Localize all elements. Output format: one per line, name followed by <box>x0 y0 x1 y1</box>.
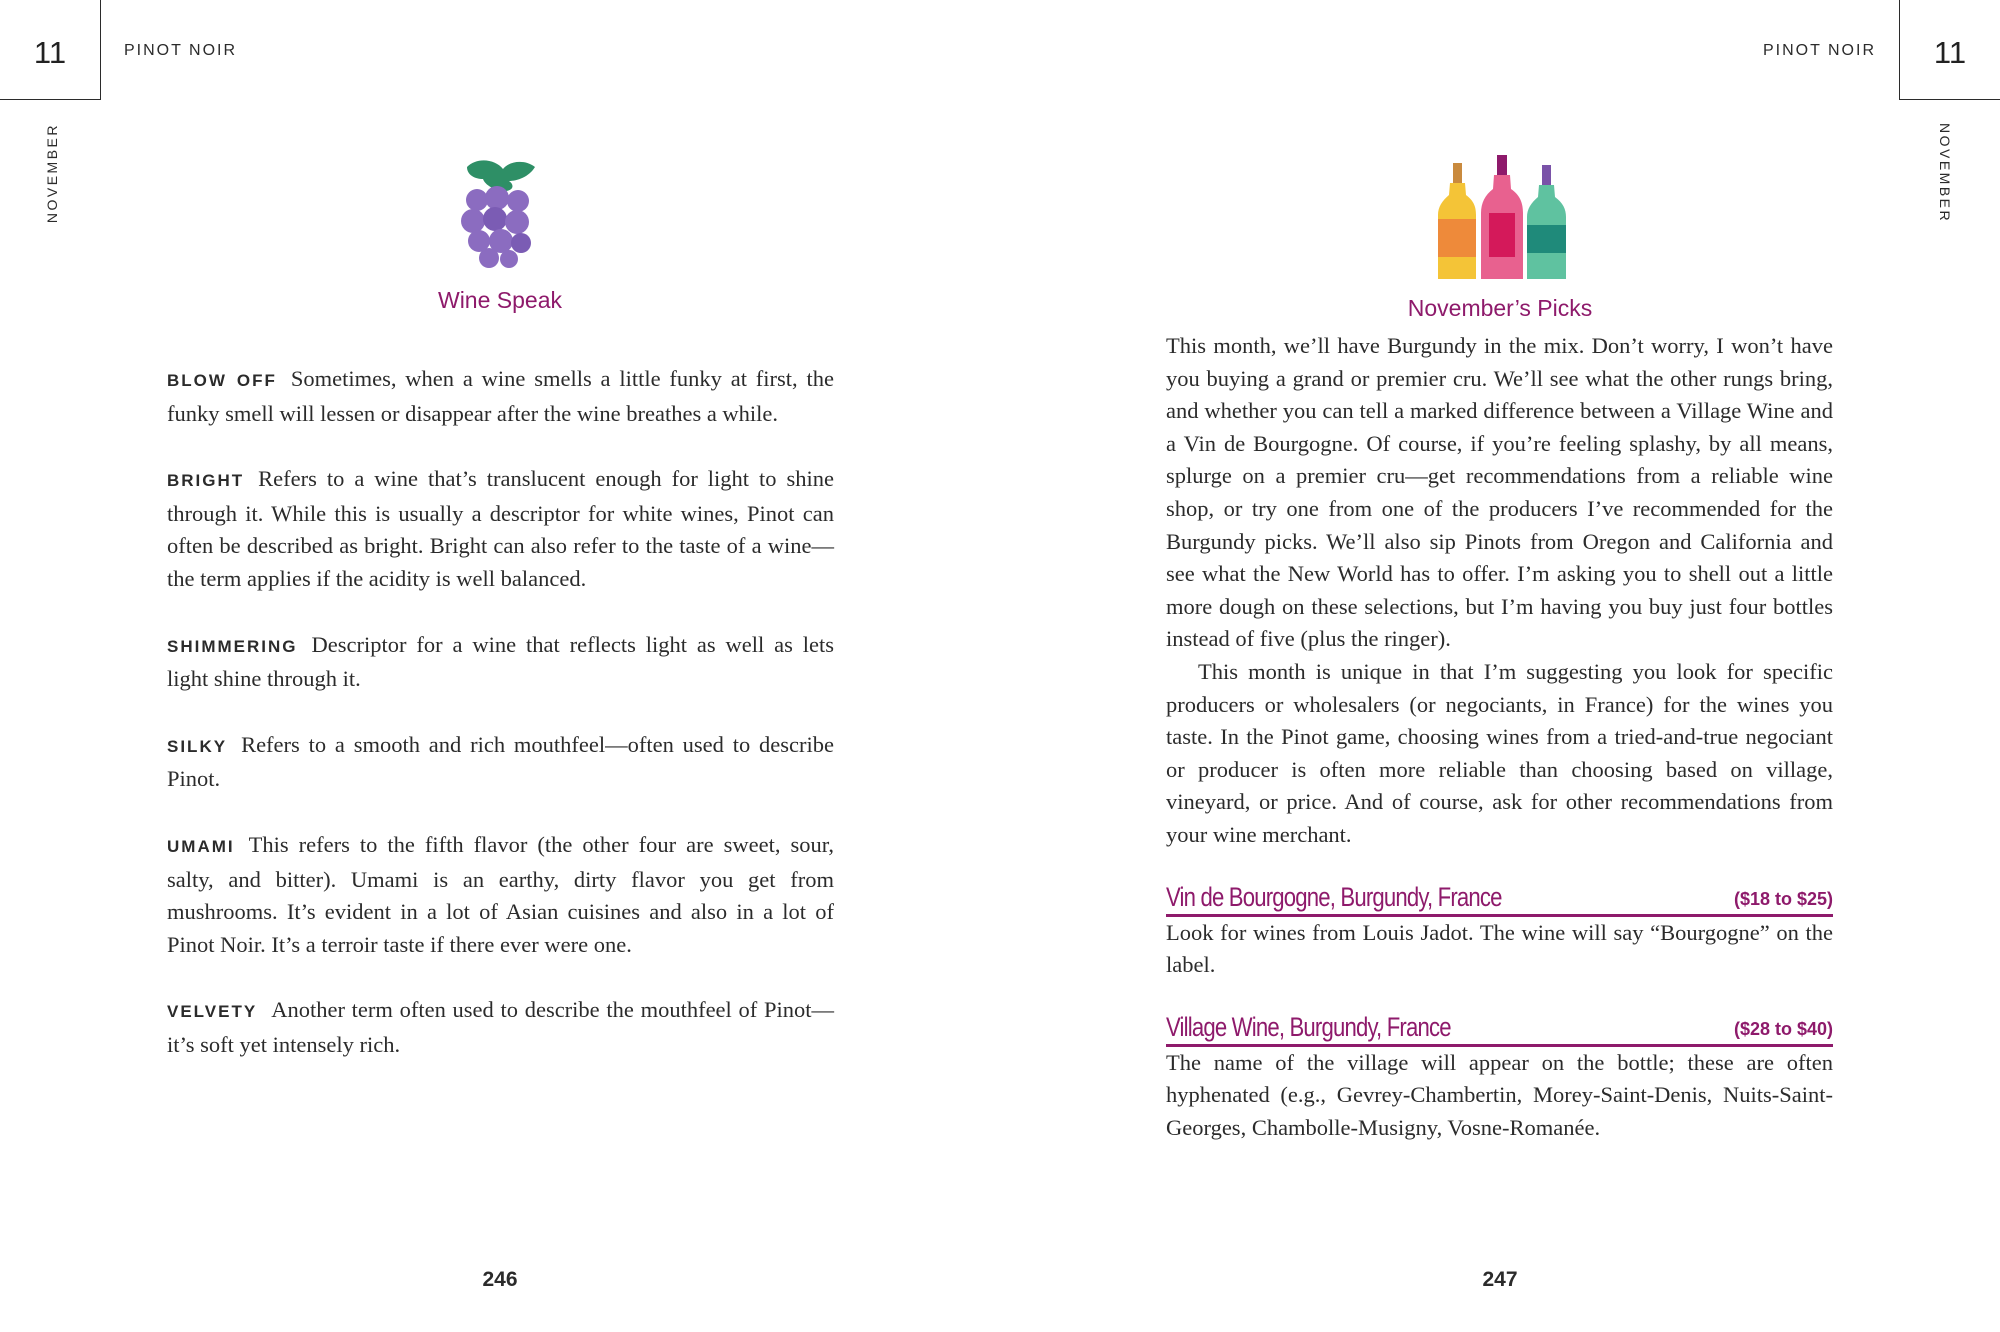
intro-paragraph: This month is unique in that I’m suggesting you look for specific producers or wholesalers (or negociants, in France) for the wines you taste. In the Pinot game, choosing wines from a tried-and-true negociant or producer is often more reliable than choosing based on village, vineyard, or price. And of course, ask for other recommendations from your wine merchant. <box>1166 658 1833 847</box>
glossary-entry <box>167 363 834 430</box>
glossary-term: UMAMI <box>167 836 235 856</box>
running-head-left: PINOT NOIR <box>124 42 238 59</box>
glossary-definition: Descriptor for a wine that reflects light as well as lets light shine through it. <box>167 631 834 692</box>
wine-bottles-icon <box>1434 155 1570 283</box>
section-title-wine-speak: Wine Speak <box>437 287 562 313</box>
glossary-definition: Refers to a wine that’s translucent enough for light to shine through it. While this is usually a descriptor for white wines, Pinot can often be described as bright. Bright can also refer to the taste of a wine—the term applies if the acidity is well balanced. <box>167 466 834 591</box>
side-tab-right: NOVEMBER <box>1937 123 1953 224</box>
glossary-entry <box>167 829 834 961</box>
glossary-term: BRIGHT <box>167 471 245 491</box>
glossary-entry <box>167 994 834 1061</box>
glossary-definition: Another term often used to describe the mouthfeel of Pinot—it’s soft yet intensely rich. <box>167 997 834 1057</box>
glossary-definition: This refers to the fifth flavor (the other four are sweet, sour, salty, and bitter). Umami is an earthy, dirty flavor you get from mushrooms. It’s evident in a lot of Asian cuisines and also in a lot of Pinot Noir. It’s a terroir taste if there ever were one. <box>167 831 834 957</box>
page-number-right: 247 <box>1482 1268 1518 1291</box>
glossary-term: BLOW OFF <box>167 371 277 390</box>
pick-description: The name of the village will appear on the bottle; these are often hyphenated (e.g., Gevrey-Chambertin, Morey-Saint-Denis, Nuits-Saint-Georges, Chambolle-Musigny, Vosne-Romanée. <box>1166 1049 1833 1140</box>
grapes-icon <box>455 155 545 273</box>
pick-heading <box>1166 1012 1833 1047</box>
intro-paragraph: This month, we’ll have Burgundy in the mix. Don’t worry, I won’t have you buying a grand or premier cru. We’ll see what the other rungs bring, and whether you can tell a marked difference between a Village Wine and a Vin de Bourgogne. Of course, if you’re feeling splashy, by all means, splurge on a premier cru—get recommendations from a reliable wine shop, or try one from one of the producers I’ve recommended for the Burgundy picks. We’ll also sip Pinots from Oregon and California and see what the New World has to offer. I’m asking you to shell out a little more dough on these selections, but I’m having you buy just four bottles instead of five (plus the ringer). <box>1166 333 1833 652</box>
side-tab-left: NOVEMBER <box>44 123 60 224</box>
section-title-novembers-picks: November’s Picks <box>1407 295 1593 321</box>
chapter-number-box-left <box>0 0 101 100</box>
pick-description: Look for wines from Louis Jadot. The wine will say “Bourgogne” on the label. <box>1166 919 1833 978</box>
glossary-entry <box>167 729 834 796</box>
glossary-term: SHIMMERING <box>167 636 298 656</box>
running-head-right: PINOT NOIR <box>1762 42 1876 59</box>
glossary-definition: Refers to a smooth and rich mouthfeel—often used to describe Pinot. <box>167 731 834 792</box>
november-picks <box>1166 330 1833 1144</box>
glossary <box>167 363 834 1095</box>
page-number-left: 246 <box>482 1268 518 1291</box>
pick-heading <box>1166 882 1833 917</box>
glossary-entry <box>167 463 834 595</box>
chapter-number: 11 <box>33 34 67 70</box>
glossary-entry <box>167 629 834 696</box>
pick-price: ($18 to $25) <box>1733 888 1833 909</box>
glossary-term: SILKY <box>167 736 228 756</box>
glossary-term: VELVETY <box>167 1002 258 1022</box>
glossary-definition: Sometimes, when a wine smells a little funky at first, the funky smell will lessen or disappear after the wine breathes a while. <box>167 366 834 426</box>
pick-price: ($28 to $40) <box>1733 1018 1833 1039</box>
chapter-number-box-right <box>1899 0 2000 100</box>
pick-name: Village Wine, Burgundy, France <box>1166 1011 1451 1042</box>
pick-name: Vin de Bourgogne, Burgundy, France <box>1166 881 1502 912</box>
chapter-number: 11 <box>1933 34 1967 70</box>
